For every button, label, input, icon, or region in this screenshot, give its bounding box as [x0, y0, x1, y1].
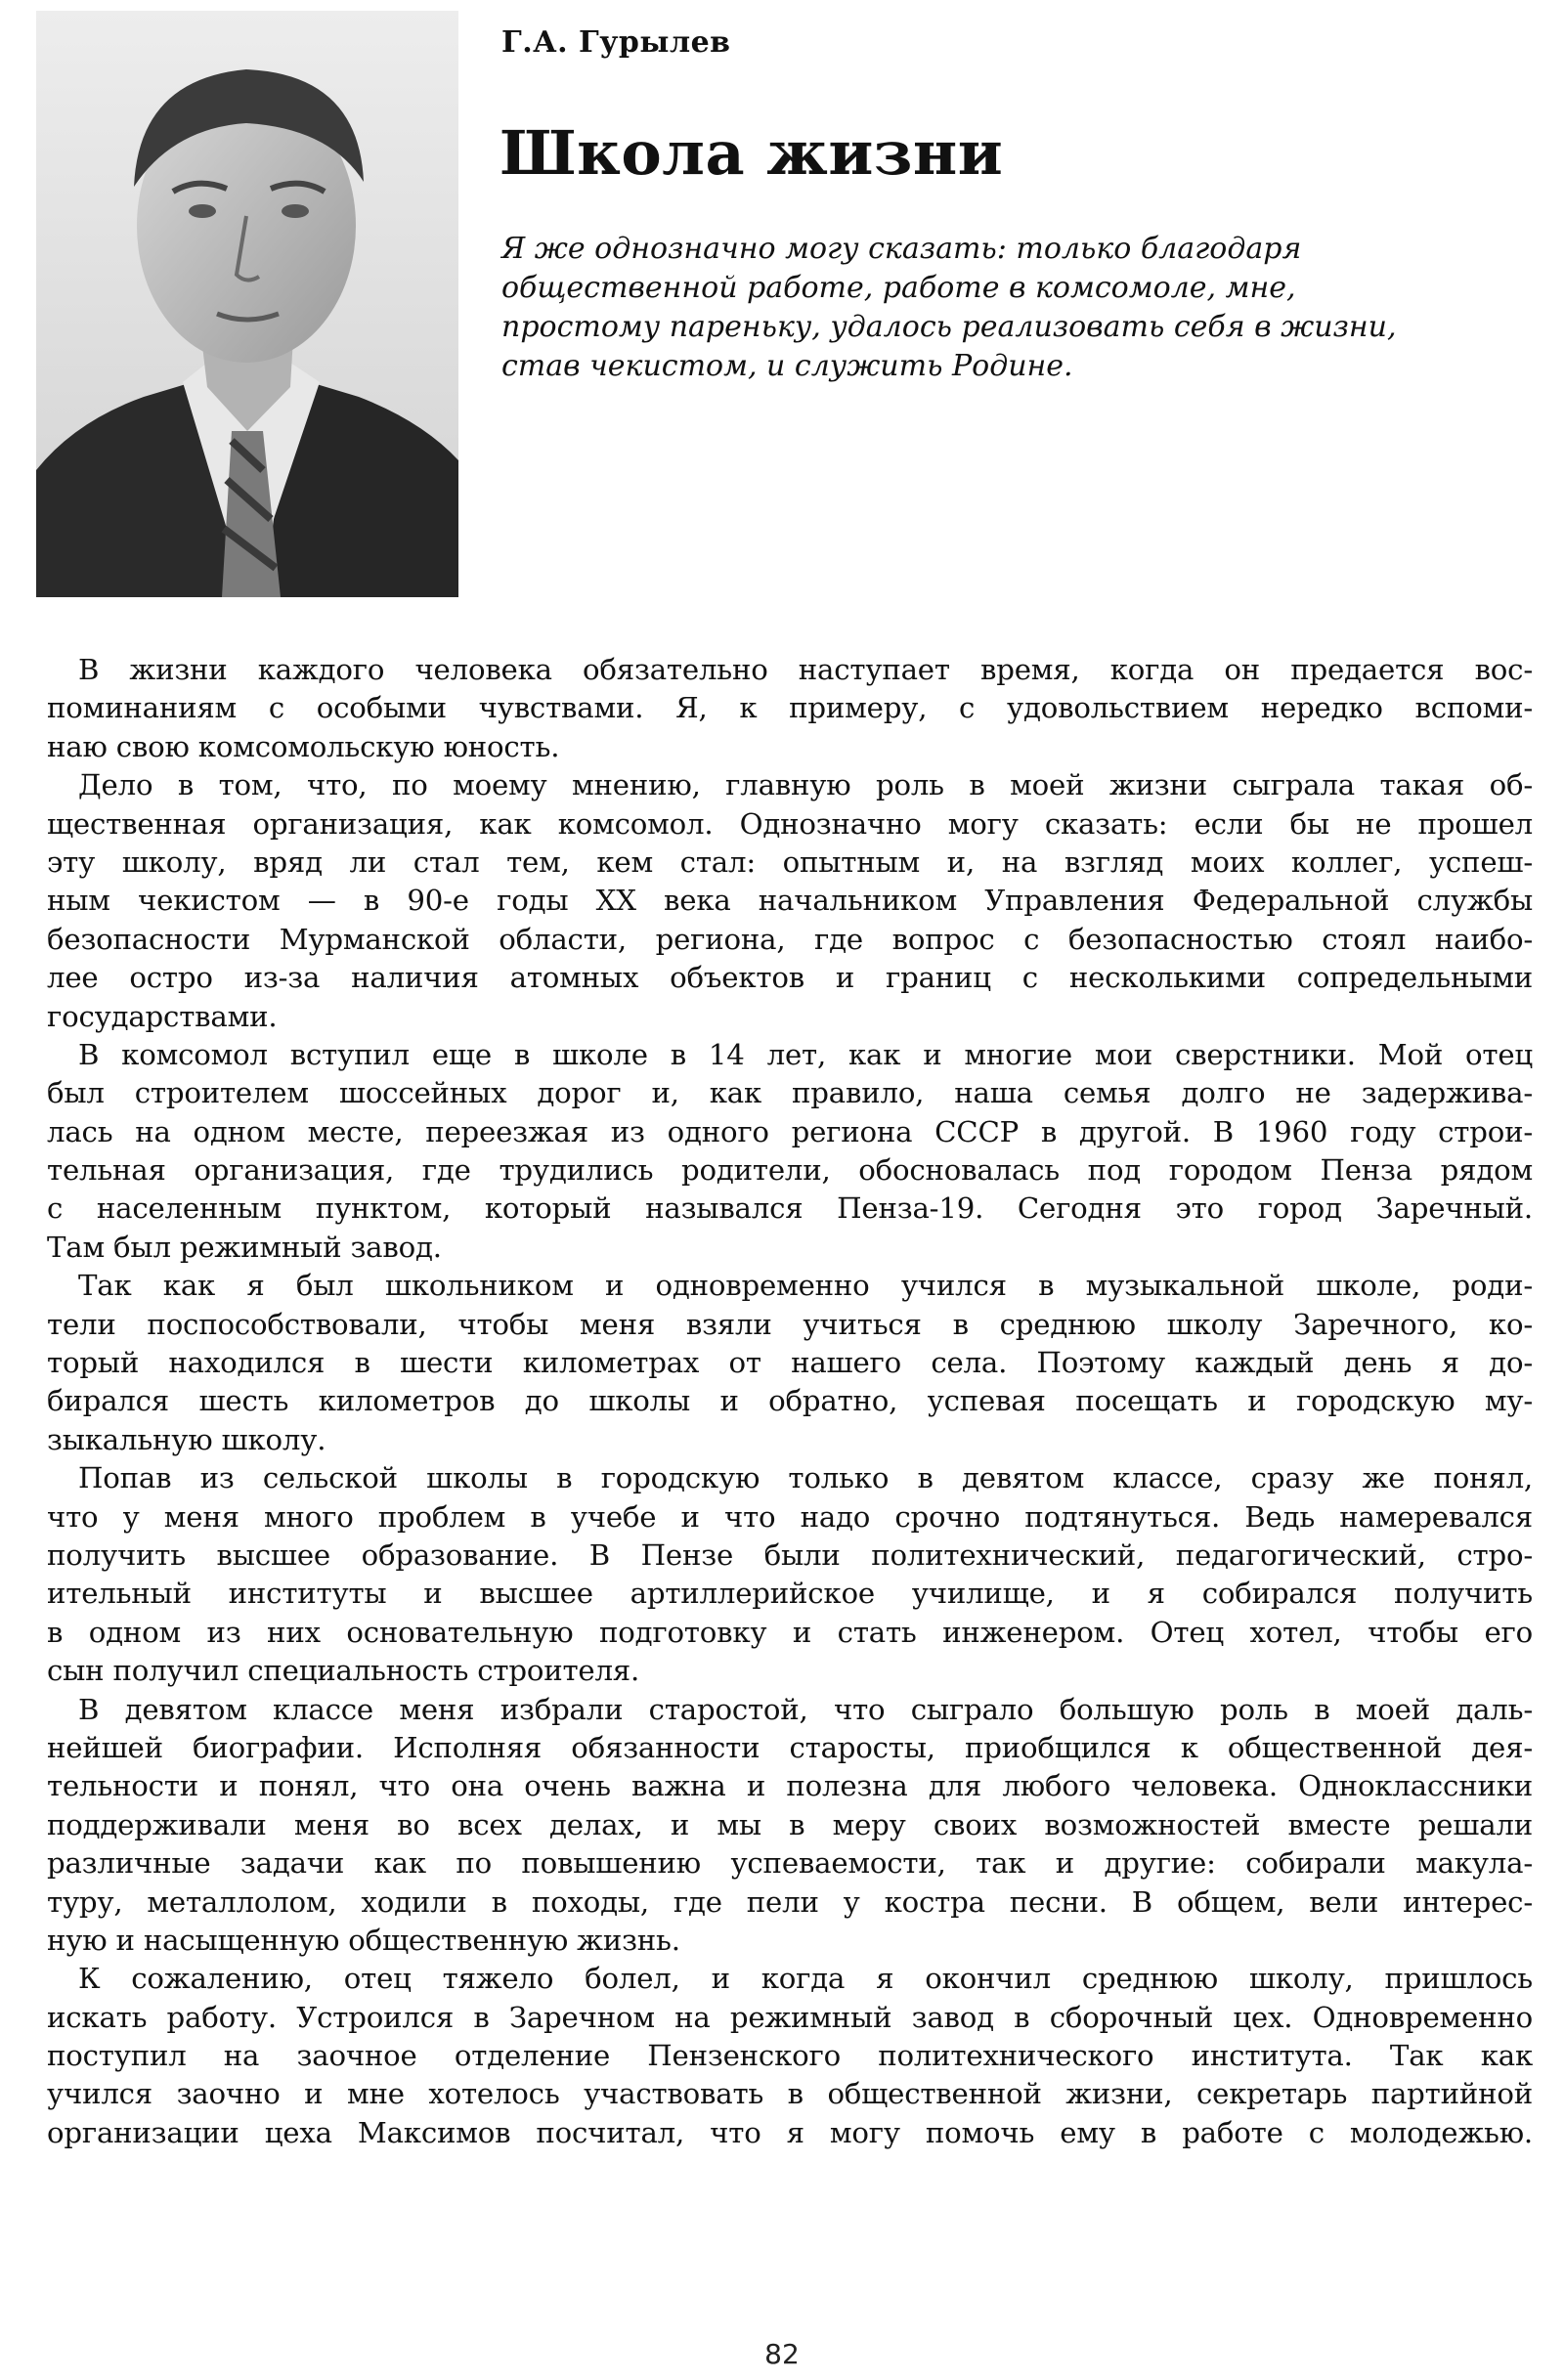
body-line: В жизни каждого человека обязательно наступает время, когда он предается вос-	[78, 653, 1533, 686]
body-line: ную и насыщенную общественную жизнь.	[47, 1923, 680, 1957]
page-number: 82	[764, 2338, 800, 2370]
body-line: искать работу. Устроился в Заречном на режимный завод в сборочный цех. Одновременно	[47, 2000, 1533, 2034]
body-line: эту школу, вряд ли стал тем, кем стал: опытным и, на взгляд моих коллег, успеш-	[47, 844, 1533, 879]
body-line: щественная организация, как комсомол. Однозначно могу сказать: если бы не прошел	[47, 806, 1533, 841]
article-body	[47, 651, 1533, 2152]
body-line: поминаниям с особыми чувствами. Я, к примеру, с удовольствием нередко вспоми-	[47, 691, 1533, 725]
epigraph-line: став чекистом, и служить Родине.	[501, 349, 1073, 383]
body-line: поступил на заочное отделение Пензенского политехнического института. Так как	[47, 2039, 1533, 2073]
body-line: государствами.	[47, 999, 278, 1033]
body-line: получить высшее образование. В Пензе были политехнический, педагогический, стро-	[47, 1537, 1533, 1572]
body-line: что у меня много проблем в учебе и что надо срочно подтянуться. Ведь намеревался	[47, 1499, 1533, 1534]
body-line: Дело в том, что, по моему мнению, главную роль в моей жизни сыграла такая об-	[78, 768, 1533, 802]
body-line: торый находился в шести километрах от нашего села. Поэтому каждый день я до-	[47, 1346, 1533, 1380]
epigraph-line: простому пареньку, удалось реализовать себя в жизни,	[501, 310, 1397, 344]
body-line: нейшей биографии. Исполняя обязанности старосты, приобщился к общественной дея-	[47, 1730, 1533, 1764]
body-line: Попав из сельской школы в городскую только в девятом классе, сразу же понял,	[78, 1461, 1533, 1495]
epigraph-line: общественной работе, работе в комсомоле, мне,	[501, 271, 1296, 305]
body-line: тели поспособствовали, чтобы меня взяли учиться в среднюю школу Заречного, ко-	[47, 1307, 1533, 1341]
body-line: организации цеха Максимов посчитал, что я могу помочь ему в работе с молодежью.	[47, 2115, 1533, 2149]
body-line: Так как я был школьником и одновременно учился в музыкальной школе, роди-	[78, 1269, 1533, 1303]
body-line: ным чекистом — в 90-е годы XX века начальником Управления Федеральной службы	[47, 884, 1533, 918]
epigraph-line: Я же однозначно могу сказать: только благодаря	[501, 232, 1302, 266]
body-line: тельная организация, где трудились родители, обосновалась под городом Пенза рядом	[47, 1153, 1533, 1188]
body-line: безопасности Мурманской области, региона, где вопрос с безопасностью стоял наибо-	[47, 922, 1533, 956]
body-line: сын получил специальность строителя.	[47, 1654, 640, 1688]
body-line: лась на одном месте, переезжая из одного региона СССР в другой. В 1960 году строи-	[47, 1114, 1533, 1148]
article-title: Школа жизни	[500, 117, 1004, 189]
body-line: В девятом классе меня избрали старостой, что сыграло большую роль в моей даль-	[78, 1692, 1533, 1726]
portrait-illustration	[36, 11, 458, 597]
body-line: К сожалению, отец тяжело болел, и когда я окончил среднюю школу, пришлось	[78, 1962, 1533, 1996]
body-line: был строителем шоссейных дорог и, как правило, наша семья долго не задержива-	[47, 1076, 1533, 1110]
body-line: бирался шесть километров до школы и обратно, успевая посещать и городскую му-	[47, 1384, 1533, 1418]
body-line: наю свою комсомольскую юность.	[47, 729, 560, 763]
author-name: Г.А. Гурылев	[501, 25, 731, 60]
body-line: лее остро из-за наличия атомных объектов и границ с несколькими сопредельными	[47, 961, 1533, 995]
body-line: туру, металлолом, ходили в походы, где пели у костра песни. В общем, вели интерес-	[47, 1884, 1533, 1919]
body-line: поддерживали меня во всех делах, и мы в меру своих возможностей вместе решали	[47, 1807, 1533, 1841]
body-line: в одном из них основательную подготовку и стать инженером. Отец хотел, чтобы его	[47, 1615, 1533, 1649]
body-line: Там был режимный завод.	[47, 1230, 442, 1264]
body-line: тельности и понял, что она очень важна и полезна для любого человека. Одноклассники	[47, 1769, 1533, 1803]
author-portrait-photo	[36, 11, 458, 597]
epigraph-quote	[501, 230, 1528, 386]
body-line: зыкальную школу.	[47, 1422, 326, 1456]
body-line: различные задачи как по повышению успеваемости, так и другие: собирали макула-	[47, 1846, 1533, 1881]
body-line: с населенным пунктом, который назывался Пенза-19. Сегодня это город Заречный.	[47, 1191, 1533, 1226]
body-line: ительный институты и высшее артиллерийское училище, и я собирался получить	[47, 1577, 1533, 1611]
body-line: В комсомол вступил еще в школе в 14 лет, как и многие мои сверстники. Мой отец	[78, 1037, 1533, 1071]
body-line: учился заочно и мне хотелось участвовать в общественной жизни, секретарь партийной	[47, 2077, 1533, 2111]
